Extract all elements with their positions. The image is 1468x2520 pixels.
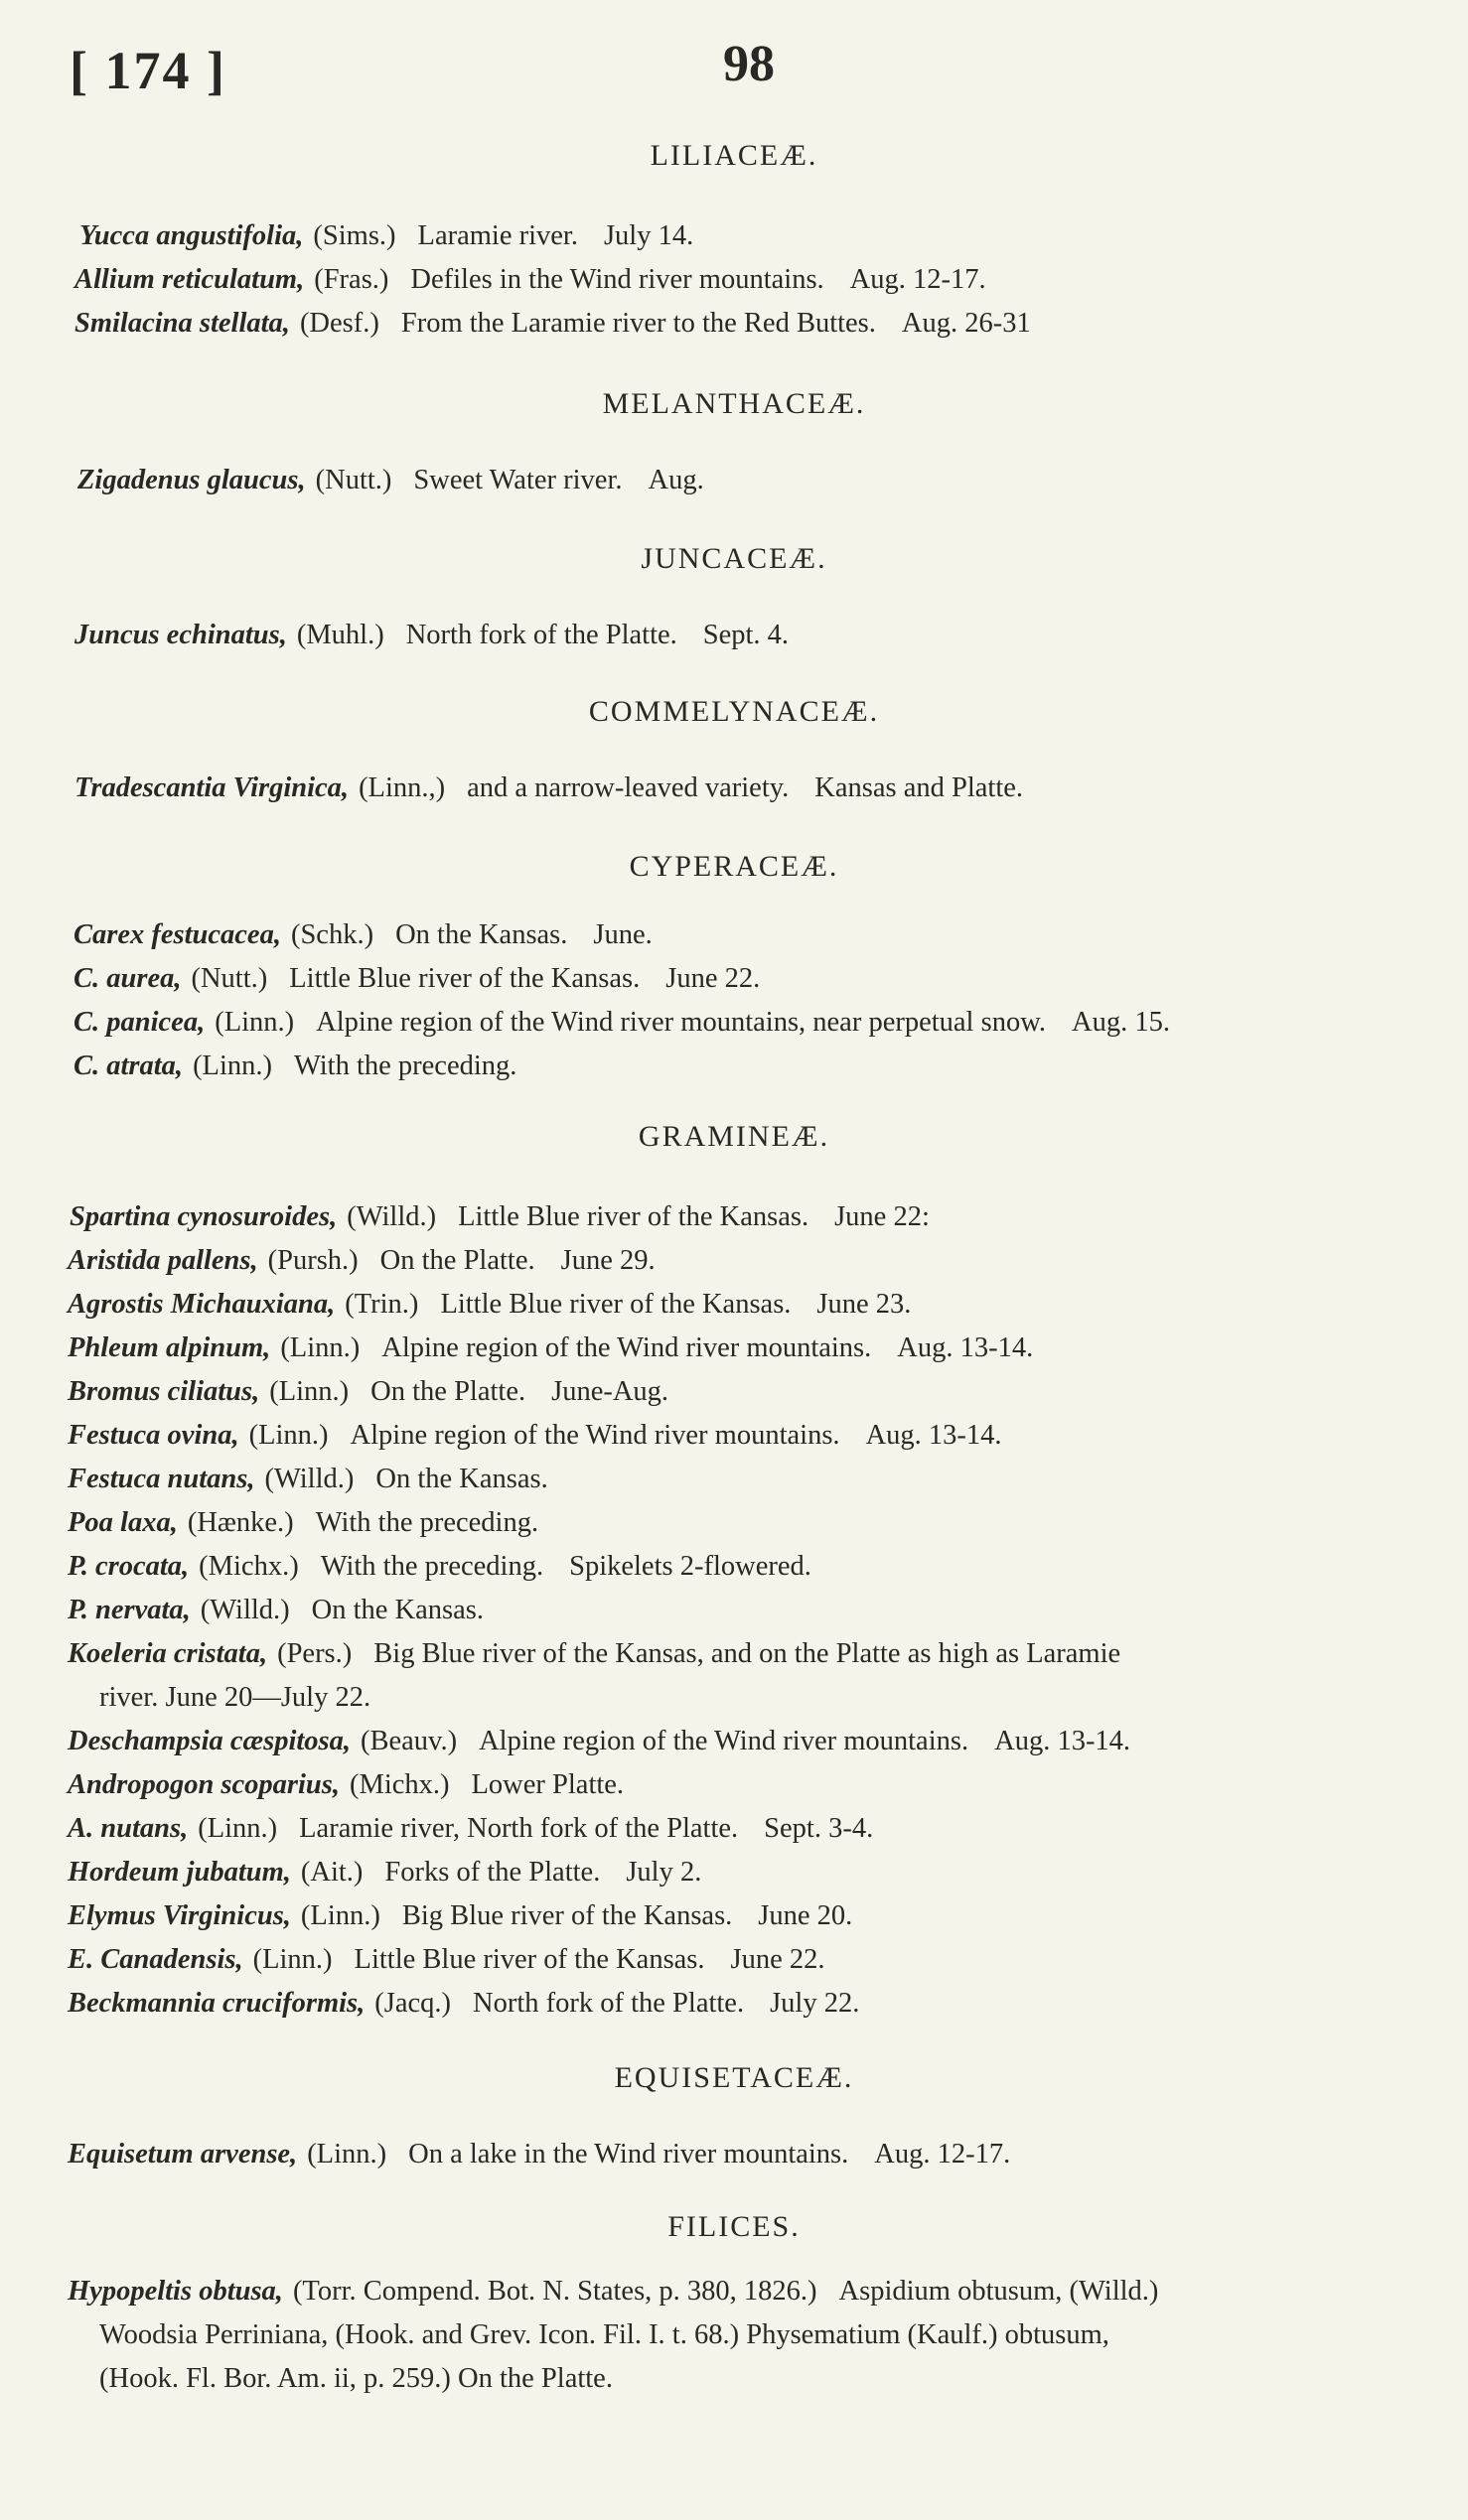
authority: (Hænke.) bbox=[187, 1507, 294, 1538]
authority: (Muhl.) bbox=[296, 620, 384, 650]
species-name: Festuca nutans, bbox=[68, 1464, 255, 1494]
locality: With the preceding. bbox=[294, 1050, 517, 1081]
species-name: P. crocata, bbox=[68, 1551, 190, 1582]
species-entry bbox=[68, 1414, 1002, 1458]
locality: Big Blue river of the Kansas. bbox=[401, 1900, 733, 1931]
authority: (Linn.) bbox=[269, 1376, 350, 1407]
species-name: Allium reticulatum, bbox=[74, 264, 305, 295]
species-name: Bromus ciliatus, bbox=[68, 1376, 260, 1407]
authority: (Schk.) bbox=[290, 919, 374, 950]
locality: On the Kansas. bbox=[375, 1464, 548, 1494]
collection-date: Sept. 3-4. bbox=[764, 1813, 874, 1844]
collection-date: June 22. bbox=[730, 1944, 825, 1975]
locality: From the Laramie river to the Red Buttes. bbox=[400, 308, 876, 339]
species-entry bbox=[68, 1763, 624, 1807]
authority: (Beauv.) bbox=[361, 1726, 458, 1756]
plate-reference: [ 174 ] bbox=[70, 41, 226, 100]
locality: Little Blue river of the Kansas. bbox=[354, 1944, 705, 1975]
species-name: P. nervata, bbox=[68, 1595, 191, 1625]
species-name: Beckmannia cruciformis, bbox=[68, 1988, 366, 2019]
locality: With the preceding. bbox=[315, 1507, 539, 1538]
collection-date: Aug. 13-14. bbox=[865, 1420, 1002, 1451]
collection-date: June 22. bbox=[665, 963, 761, 994]
authority: (Linn.) bbox=[215, 1007, 295, 1038]
species-entry bbox=[68, 1807, 873, 1851]
authority: (Nutt.) bbox=[191, 963, 268, 994]
species-entry bbox=[68, 2133, 1010, 2176]
locality: On a lake in the Wind river mountains. bbox=[408, 2139, 849, 2170]
species-name: Zigadenus glaucus, bbox=[77, 465, 306, 495]
locality: Lower Platte. bbox=[471, 1769, 625, 1800]
species-name: Juncus echinatus, bbox=[74, 620, 287, 650]
species-entry bbox=[74, 614, 789, 657]
species-name: Deschampsia cæspitosa, bbox=[68, 1726, 351, 1756]
section-title: EQUISETACEÆ. bbox=[614, 2061, 854, 2094]
species-name: Spartina cynosuroides, bbox=[70, 1201, 338, 1232]
species-name: Hypopeltis obtusa, bbox=[68, 2276, 283, 2307]
locality: With the preceding. bbox=[320, 1551, 544, 1582]
authority: (Sims.) bbox=[313, 220, 396, 251]
species-name: Festuca ovina, bbox=[68, 1420, 239, 1451]
authority: (Linn.) bbox=[198, 1813, 278, 1844]
collection-date: July 14. bbox=[603, 220, 694, 251]
species-entry bbox=[68, 1720, 1130, 1763]
section-title: GRAMINEÆ. bbox=[638, 1120, 830, 1153]
locality: Alpine region of the Wind river mountains. bbox=[479, 1726, 969, 1756]
collection-date: Aug. 12-17. bbox=[849, 264, 986, 295]
locality: and a narrow-leaved variety. bbox=[467, 772, 790, 803]
authority: (Willd.) bbox=[264, 1464, 355, 1494]
species-name: Hordeum jubatum, bbox=[68, 1857, 291, 1888]
authority: (Willd.) bbox=[347, 1201, 437, 1232]
authority: (Michx.) bbox=[350, 1769, 450, 1800]
locality: Little Blue river of the Kansas. bbox=[289, 963, 641, 994]
authority: (Willd.) bbox=[200, 1595, 290, 1625]
locality: Alpine region of the Wind river mountains, near perpetual snow. bbox=[316, 1007, 1047, 1038]
species-entry bbox=[79, 214, 693, 258]
species-name: Carex festucacea, bbox=[73, 919, 281, 950]
locality: Little Blue river of the Kansas. bbox=[458, 1201, 809, 1232]
authority: (Nutt.) bbox=[315, 465, 392, 495]
species-name: Agrostis Michauxiana, bbox=[68, 1289, 336, 1320]
species-name: Equisetum arvense, bbox=[68, 2139, 298, 2170]
species-name: C. aurea, bbox=[73, 963, 182, 994]
authority: (Fras.) bbox=[314, 264, 389, 295]
species-entry bbox=[68, 1370, 668, 1414]
species-name: Andropogon scoparius, bbox=[68, 1769, 340, 1800]
authority: (Pers.) bbox=[277, 1638, 353, 1669]
section-title: COMMELYNACEÆ. bbox=[588, 695, 880, 728]
species-entry bbox=[73, 913, 653, 957]
collection-date: July 2. bbox=[626, 1857, 702, 1888]
locality: Sweet Water river. bbox=[413, 465, 623, 495]
species-name: Elymus Virginicus, bbox=[68, 1900, 291, 1931]
species-entry bbox=[68, 1239, 656, 1283]
authority: (Michx.) bbox=[199, 1551, 299, 1582]
locality: On the Kansas. bbox=[395, 919, 568, 950]
filices-continuation-line3: (Hook. Fl. Bor. Am. ii, p. 259.) On the Platte. bbox=[99, 2363, 613, 2394]
authority: (Linn.) bbox=[300, 1900, 380, 1931]
filices-continuation-line2: Woodsia Perriniana, (Hook. and Grev. Icon. Fil. I. t. 68.) Physematium (Kaulf.) obtusum, bbox=[99, 2319, 1109, 2350]
species-name: C. atrata, bbox=[73, 1050, 184, 1081]
authority: (Pursh.) bbox=[267, 1245, 359, 1276]
locality: North fork of the Platte. bbox=[473, 1988, 745, 2019]
species-entry bbox=[68, 1894, 852, 1938]
species-entry bbox=[74, 767, 1023, 810]
species-entry bbox=[68, 1327, 1033, 1370]
collection-date: June. bbox=[593, 919, 653, 950]
species-entry bbox=[74, 258, 986, 302]
species-name: Koeleria cristata, bbox=[68, 1638, 268, 1669]
species-name: Poa laxa, bbox=[68, 1507, 178, 1538]
collection-date: July 22. bbox=[770, 1988, 860, 2019]
authority: (Torr. Compend. Bot. N. States, p. 380, 1826.) bbox=[292, 2276, 817, 2307]
species-name: Yucca angustifolia, bbox=[79, 220, 304, 251]
species-name: Smilacina stellata, bbox=[74, 308, 290, 339]
species-entry bbox=[68, 1982, 859, 2026]
authority: (Ait.) bbox=[300, 1857, 364, 1888]
locality: On the Platte. bbox=[370, 1376, 526, 1407]
koeleria-continuation: river. June 20—July 22. bbox=[99, 1682, 371, 1713]
collection-date: Kansas and Platte. bbox=[814, 772, 1024, 803]
locality: On the Kansas. bbox=[311, 1595, 484, 1625]
species-entry bbox=[68, 1938, 825, 1982]
section-title: CYPERACEÆ. bbox=[629, 850, 839, 883]
locality: Alpine region of the Wind river mountains. bbox=[350, 1420, 840, 1451]
authority: (Linn.,) bbox=[359, 772, 446, 803]
locality: Forks of the Platte. bbox=[384, 1857, 601, 1888]
section-title: MELANTHACEÆ. bbox=[602, 387, 866, 420]
species-entry bbox=[68, 2270, 1158, 2313]
species-entry bbox=[68, 1545, 811, 1589]
species-entry bbox=[68, 1501, 538, 1545]
species-entry bbox=[68, 1851, 701, 1894]
collection-date: Aug. 13-14. bbox=[897, 1332, 1034, 1363]
locality: Little Blue river of the Kansas. bbox=[440, 1289, 792, 1320]
species-entry bbox=[73, 1045, 516, 1088]
authority: (Jacq.) bbox=[374, 1988, 452, 2019]
collection-date: Aug. bbox=[648, 465, 704, 495]
collection-date: June 22: bbox=[834, 1201, 930, 1232]
authority: (Trin.) bbox=[345, 1289, 419, 1320]
locality: Big Blue river of the Kansas, and on the Platte as high as Laramie bbox=[373, 1638, 1121, 1669]
collection-date: June 20. bbox=[758, 1900, 853, 1931]
authority: (Linn.) bbox=[193, 1050, 272, 1081]
species-name: Aristida pallens, bbox=[68, 1245, 258, 1276]
section-title: FILICES. bbox=[667, 2210, 801, 2243]
collection-date: Sept. 4. bbox=[702, 620, 790, 650]
species-entry bbox=[77, 459, 704, 502]
locality: On the Platte. bbox=[379, 1245, 535, 1276]
page-number: 98 bbox=[723, 36, 775, 92]
locality: Laramie river. bbox=[417, 220, 578, 251]
collection-date: Aug. 15. bbox=[1072, 1007, 1171, 1038]
collection-date: Spikelets 2-flowered. bbox=[569, 1551, 811, 1582]
species-entry bbox=[74, 302, 1031, 346]
collection-date: June 29. bbox=[560, 1245, 656, 1276]
species-entry bbox=[68, 1589, 484, 1632]
collection-date: Aug. 12-17. bbox=[874, 2139, 1011, 2170]
species-name: C. panicea, bbox=[73, 1007, 206, 1038]
species-entry bbox=[73, 1001, 1170, 1045]
collection-date: June-Aug. bbox=[551, 1376, 669, 1407]
authority: (Linn.) bbox=[280, 1332, 361, 1363]
species-entry bbox=[68, 1632, 1120, 1676]
species-entry bbox=[68, 1283, 911, 1327]
locality: Defiles in the Wind river mountains. bbox=[410, 264, 824, 295]
authority: (Desf.) bbox=[299, 308, 379, 339]
locality: Aspidium obtusum, (Willd.) bbox=[838, 2276, 1159, 2307]
collection-date: Aug. 26-31 bbox=[901, 308, 1031, 339]
section-title: JUNCACEÆ. bbox=[641, 542, 827, 575]
species-name: E. Canadensis, bbox=[68, 1944, 243, 1975]
species-name: Tradescantia Virginica, bbox=[74, 772, 350, 803]
authority: (Linn.) bbox=[252, 1944, 333, 1975]
collection-date: Aug. 13-14. bbox=[994, 1726, 1131, 1756]
species-name: Phleum alpinum, bbox=[68, 1332, 271, 1363]
species-entry bbox=[70, 1195, 930, 1239]
locality: North fork of the Platte. bbox=[405, 620, 677, 650]
species-name: A. nutans, bbox=[68, 1813, 189, 1844]
section-title: LILIACEÆ. bbox=[650, 139, 818, 172]
collection-date: June 23. bbox=[816, 1289, 912, 1320]
authority: (Linn.) bbox=[248, 1420, 329, 1451]
authority: (Linn.) bbox=[307, 2139, 387, 2170]
species-entry bbox=[73, 957, 760, 1001]
species-entry bbox=[68, 1458, 548, 1501]
locality: Laramie river, North fork of the Platte. bbox=[299, 1813, 739, 1844]
locality: Alpine region of the Wind river mountains. bbox=[381, 1332, 872, 1363]
